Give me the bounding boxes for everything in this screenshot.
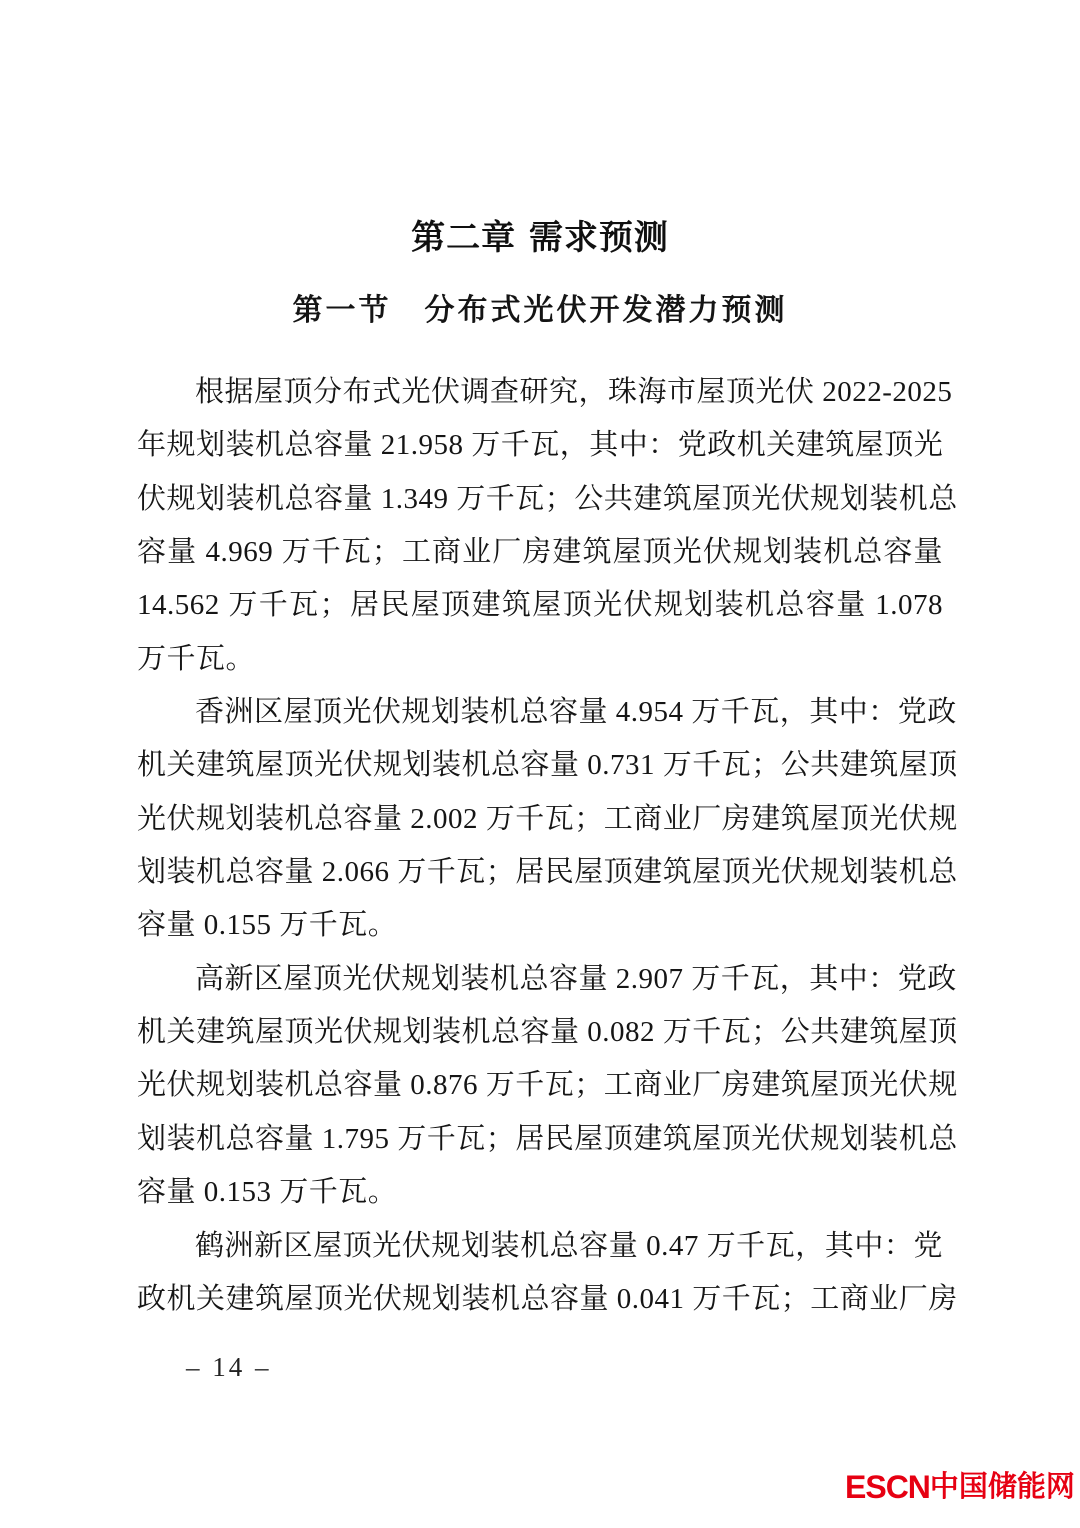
text-line: 根据屋顶分布式光伏调查研究，珠海市屋顶光伏 2022-2025: [195, 376, 953, 408]
text-line: 万千瓦。: [137, 642, 256, 675]
text-line: 香洲区屋顶光伏规划装机总容量 4.954 万千瓦，其中：党政: [195, 696, 957, 729]
section-title: 第一节 分布式光伏开发潜力预测: [292, 294, 788, 327]
page-number: – 14 –: [186, 1352, 272, 1382]
chapter-title: 第二章 需求预测: [411, 218, 669, 258]
body-text: [137, 366, 958, 1326]
text-line: 容量 0.155 万千瓦。: [137, 909, 398, 942]
escn-logo-latin: ESCN: [845, 1469, 930, 1505]
text-line: 划装机总容量 1.795 万千瓦；居民屋顶建筑屋顶光伏规划装机总: [137, 1122, 958, 1155]
text-line: 伏规划装机总容量 1.349 万千瓦；公共建筑屋顶光伏规划装机总: [137, 482, 958, 515]
text-line: 机关建筑屋顶光伏规划装机总容量 0.731 万千瓦；公共建筑屋顶: [137, 749, 958, 782]
escn-logo: [845, 1470, 1075, 1504]
text-line: 划装机总容量 2.066 万千瓦；居民屋顶建筑屋顶光伏规划装机总: [137, 856, 958, 889]
text-line: 光伏规划装机总容量 0.876 万千瓦；工商业厂房建筑屋顶光伏规: [137, 1069, 958, 1102]
text-line: 政机关建筑屋顶光伏规划装机总容量 0.041 万千瓦；工商业厂房: [137, 1282, 958, 1315]
text-line: 高新区屋顶光伏规划装机总容量 2.907 万千瓦，其中：党政: [195, 962, 957, 995]
text-line: 机关建筑屋顶光伏规划装机总容量 0.082 万千瓦；公共建筑屋顶: [137, 1016, 958, 1049]
escn-logo-chinese: 中国储能网: [929, 1471, 1075, 1503]
text-line: 光伏规划装机总容量 2.002 万千瓦；工商业厂房建筑屋顶光伏规: [137, 802, 958, 835]
text-line: 年规划装机总容量 21.958 万千瓦，其中：党政机关建筑屋顶光: [137, 429, 944, 462]
text-line: 鹤洲新区屋顶光伏规划装机总容量 0.47 万千瓦，其中：党: [195, 1229, 943, 1262]
text-line: 容量 0.153 万千瓦。: [137, 1176, 398, 1209]
text-line: 容量 4.969 万千瓦；工商业厂房建筑屋顶光伏规划装机总容量: [137, 536, 943, 569]
text-line: 14.562 万千瓦；居民屋顶建筑屋顶光伏规划装机总容量 1.078: [137, 589, 943, 622]
